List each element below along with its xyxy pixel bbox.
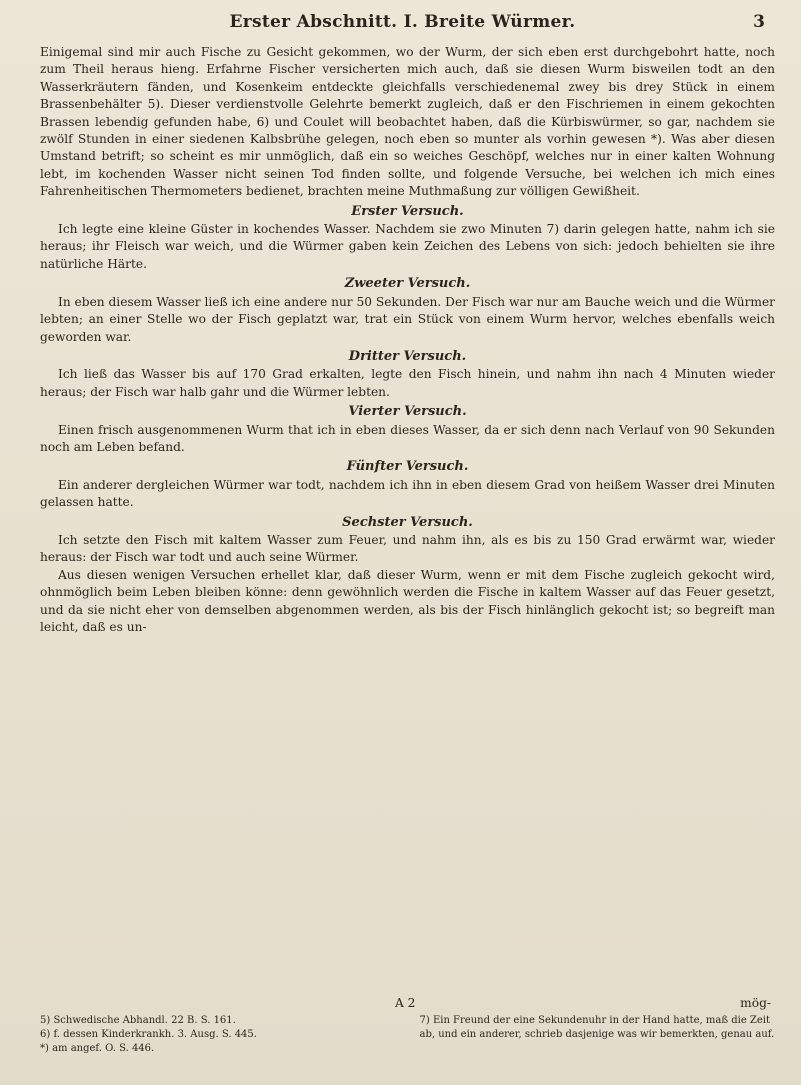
experiment-heading: Zweeter Versuch. (344, 276, 471, 292)
header-title: Erster Abschnitt. I. Breite Würmer. (229, 12, 576, 32)
footnote: 6) f. dessen Kinderkrankh. 3. Ausg. S. 445. (40, 1029, 257, 1040)
catchword: mög- (740, 996, 771, 1010)
experiment-heading: Fünfter Versuch. (346, 459, 469, 475)
footnotes-right (420, 1014, 776, 1056)
experiment-heading: Sechster Versuch. (342, 514, 473, 530)
footnotes-left (40, 1014, 396, 1056)
footnotes (40, 1014, 775, 1056)
footnote: 5) Schwedische Abhandl. 22 B. S. 161. (40, 1015, 236, 1026)
conclusion-paragraph: Aus diesen wenigen Versuchen erhellet klar, daß dieser Wurm, wenn er mit dem Fische zugleich gekocht wird, ohnmöglich beim Leben bleiben könne: denn gewöhnlich werden die Fische in kaltem Wasser auf das Feuer gesetzt, und da sie nicht eher von demselben abgenommen werden, als bis der Fisch hinlänglich gekocht ist; so begreift man leicht, daß es un- (40, 567, 775, 634)
experiment-heading: Dritter Versuch. (348, 348, 467, 364)
page-marker: 3 (753, 12, 765, 32)
running-header (40, 12, 765, 38)
experiment-text: Ein anderer dergleichen Würmer war todt, nachdem ich ihn in eben diesem Grad von heißem Wasser drei Minuten gelassen hatte. (40, 477, 775, 510)
signature-mark: A 2 (395, 996, 416, 1010)
footnote: 7) Ein Freund der eine Sekundenuhr in der Hand hatte, maß die Zeit ab, und ein anderer, schrieb dasjenige was wir bemerkten, genau auf. (419, 1015, 775, 1040)
experiment-text: Einen frisch ausgenommenen Wurm that ich in eben dieses Wasser, da er sich denn nach Verlauf von 90 Sekunden noch am Leben befand. (40, 422, 775, 454)
experiment-text: Ich ließ das Wasser bis auf 170 Grad erkalten, legte den Fisch hinein, und nahm ihn nach 4 Minuten wieder heraus; der Fisch war halb gahr und die Würmer lebten. (40, 367, 775, 399)
body-text (40, 44, 775, 636)
experiment-heading: Erster Versuch. (351, 203, 464, 219)
experiment-text: Ich setzte den Fisch mit kaltem Wasser zum Feuer, und nahm ihn, als es bis zu 150 Grad erwärmt war, wieder heraus: der Fisch war todt und auch seine Würmer. (40, 532, 775, 565)
experiment-text: In eben diesem Wasser ließ ich eine andere nur 50 Sekunden. Der Fisch war nur am Bauche weich und die Würmer lebten; an einer Stelle wo der Fisch geplatzt war, trat ein Stück von einem Wurm hervor, welches ebenfalls weich geworden war. (40, 294, 775, 344)
footnote: *) am angef. O. S. 446. (40, 1043, 155, 1054)
experiment-heading: Vierter Versuch. (348, 404, 467, 420)
intro-paragraph: Einigemal sind mir auch Fische zu Gesicht gekommen, wo der Wurm, der sich eben erst durchgebohrt hatte, noch zum Theil heraus hieng. Erfahrne Fischer versicherten mich auch, daß sie diesen Wurm bisweilen todt an den Wasserkräutern fänden, und Kosenkeim entdeckte gleichfalls verschiedenemal zwey bis drey Stück in einem Brassenbehälter 5). Dieser verdienstvolle Gelehrte bemerkt zugleich, daß er den Fischriemen in einem gekochten Brassen lebendig gefunden habe, 6) und Coulet will beobachtet haben, daß die Kürbiswürmer, so gar, nachdem sie zwölf Stunden in einer siedenen Kalbsbrühe gelegen, noch eben so munter als vorhin gewesen *). Was aber diesen Umstand betrift; so scheint es mir unmöglich, daß ein so weiches Geschöpf, welches nur in einer kalten Wohnung lebt, im kochenden Wasser nicht seinen Tod finden sollte, und folgende Versuche, bei welchen ich mich eines Fahrenheitischen Thermometers bedienet, brachten meine Muthmaßung zur völligen Gewißheit. (40, 45, 775, 199)
experiment-text: Ich legte eine kleine Güster in kochendes Wasser. Nachdem sie zwo Minuten 7) darin gelegen hatte, nahm ich sie heraus; ihr Fleisch war weich, und die Würmer gaben kein Zeichen des Lebens von sich: jedoch behielten sie ihre natürliche Härte. (40, 222, 775, 271)
